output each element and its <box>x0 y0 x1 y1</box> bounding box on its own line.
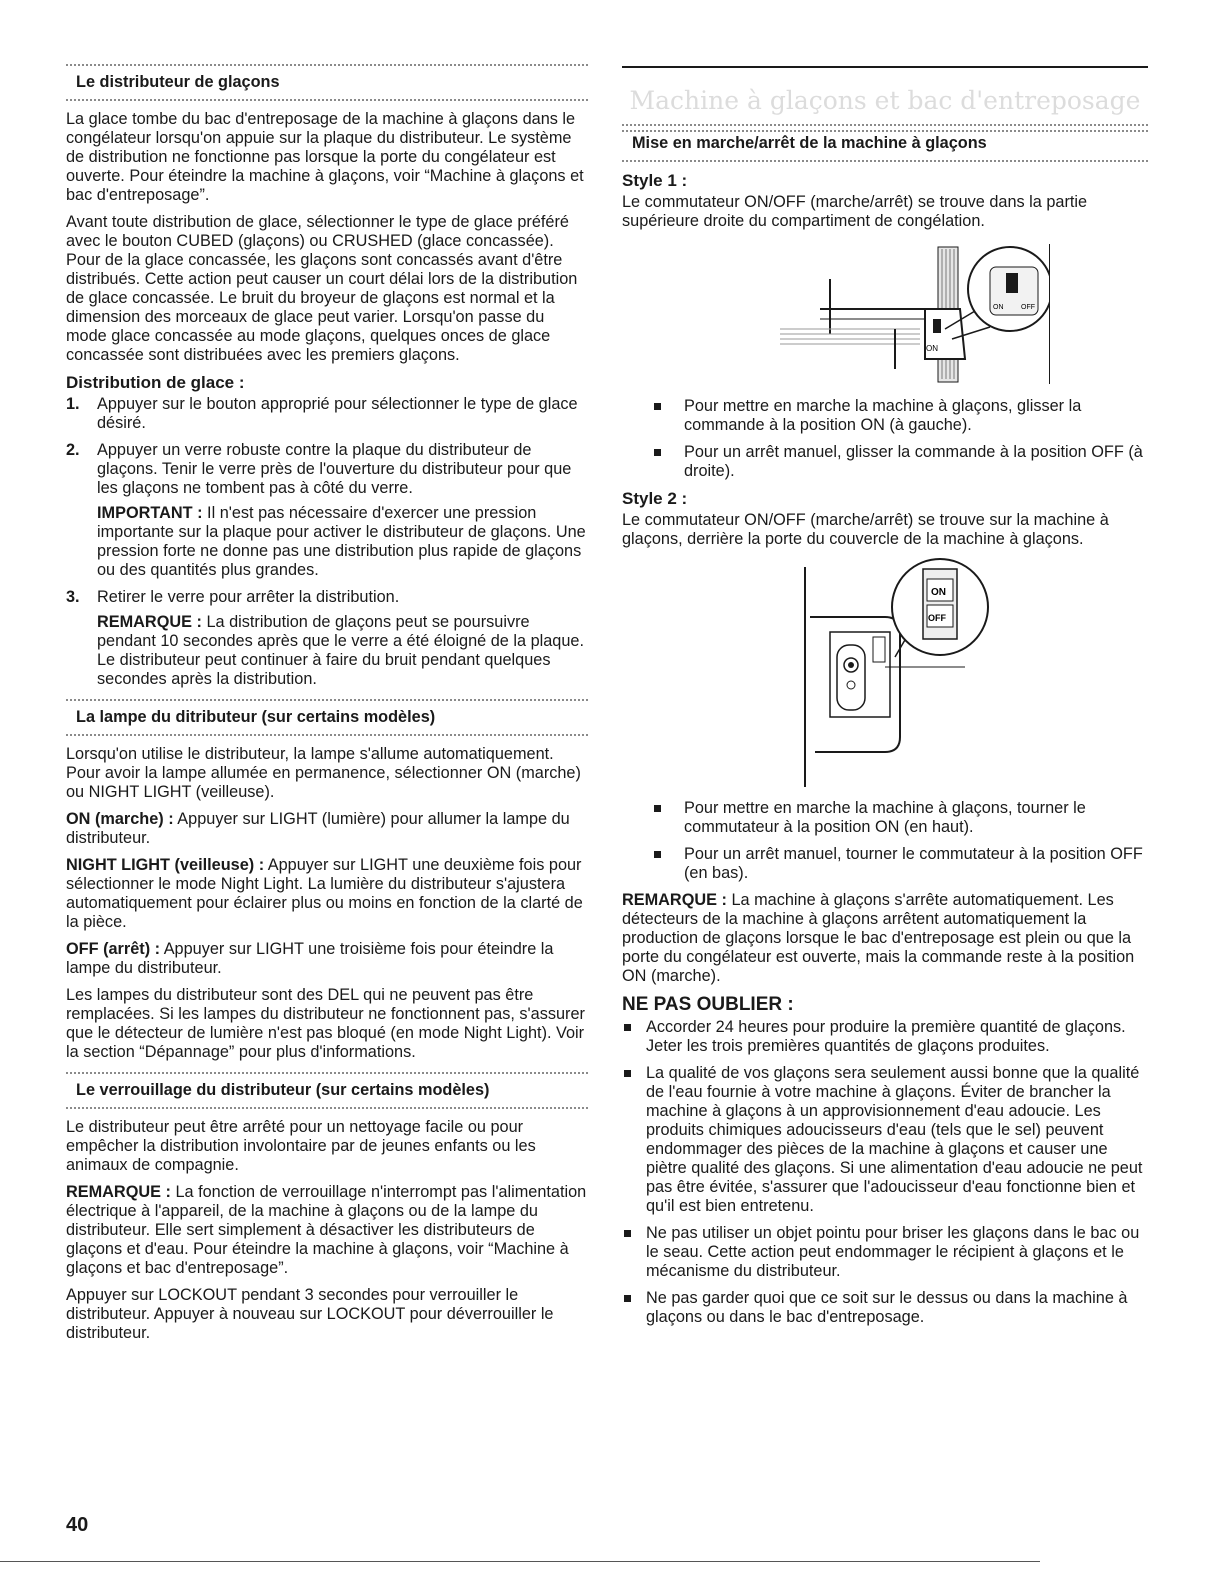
bullet-square-icon <box>624 1024 631 1031</box>
section-heading-text: Mise en marche/arrêt de la machine à glaçons <box>632 134 987 152</box>
step-text: Retirer le verre pour arrêter la distribution. <box>97 588 400 606</box>
note-label: REMARQUE : <box>97 613 202 631</box>
fig1-zoom-on-label: ON <box>993 304 1004 311</box>
bullet-text: Ne pas utiliser un objet pointu pour briser les glaçons dans le bac ou le seau. Cette action peut endommager le récipient à glaçons et le mécanisme du distributeur. <box>646 1224 1140 1280</box>
step-item <box>66 588 588 689</box>
bullet-text: Pour mettre en marche la machine à glaçons, glisser la commande à la position ON (à gauche). <box>684 397 1082 434</box>
off-text: Appuyer sur LIGHT une troisième fois pour éteindre la lampe du distributeur. <box>66 940 554 977</box>
right-column <box>622 128 1148 1335</box>
paragraph-remark <box>622 891 1148 986</box>
remark-text: La fonction de verrouillage n'interrompt pas l'alimentation électrique à l'appareil, de la machine à glaçons ou de la lampe du distributeur. Elle sert simplement à désactiver les distributeurs de glaçons et d'eau. Pour éteindre la machine à glaçons, voir “Machine à glaçons et bac d'entreposage”. <box>66 1183 587 1277</box>
bullet-item <box>622 1064 1148 1216</box>
step-number: 3. <box>66 588 80 606</box>
remark-label: REMARQUE : <box>622 891 727 909</box>
fig1-on-label: ON <box>926 344 938 353</box>
note-label: IMPORTANT : <box>97 504 203 522</box>
paragraph-remark <box>66 1183 588 1278</box>
note-text: Il n'est pas nécessaire d'exercer une pression importante sur la plaque pour activer le distributeur de glaçons. Une pression forte ne donne pas une distribution plus rapide de glaçons ou des quantités plus grandes. <box>97 504 586 579</box>
style2-label: Style 2 : <box>622 489 688 508</box>
section-heading-text: Le verrouillage du distributeur (sur certains modèles) <box>76 1081 490 1099</box>
off-label: OFF (arrêt) : <box>66 940 161 958</box>
paragraph-night-light <box>66 856 588 932</box>
step-note <box>97 504 588 580</box>
step-item <box>66 441 588 580</box>
paragraph: Lorsqu'on utilise le distributeur, la lampe s'allume automatiquement. Pour avoir la lampe allumée en permanence, sélectionner ON (marche) ou NIGHT LIGHT (veilleuse). <box>66 745 581 801</box>
bullet-text: Pour mettre en marche la machine à glaçons, tourner le commutateur à la position ON (en haut). <box>684 799 1086 836</box>
section-heading-dispenser <box>66 62 588 103</box>
paragraph: Appuyer sur LOCKOUT pendant 3 secondes pour verrouiller le distributeur. Appuyer à nouveau sur LOCKOUT pour déverrouiller le distributeur. <box>66 1286 554 1342</box>
bullet-item <box>622 1018 1148 1056</box>
title-dotted-rule <box>622 124 1148 126</box>
paragraph: Avant toute distribution de glace, sélectionner le type de glace préféré avec le bouton CUBED (glaçons) ou CRUSHED (glace concassée). Pour de la glace concassée, les glaçons sont concassés avant d'être distribués. Cette action peut causer un court délai lors de la distribution de glace concassée. Le bruit du broyeur de glaçons est normal et la dimension des morceaux de glace peut varier. Lorsqu'on passe du mode glace concassée au mode glaçons, quelques onces de glace concassée sont distribuées avec les premiers glaçons. <box>66 213 578 364</box>
note-text: La distribution de glaçons peut se poursuivre pendant 10 secondes après que le verre a été éloigné de la plaque. Le distributeur peut continuer à faire du bruit pendant quelques secondes après la distribution. <box>97 613 584 688</box>
bullet-item <box>622 397 1148 435</box>
bullet-square-icon <box>624 1070 631 1077</box>
section-heading-text: Le distributeur de glaçons <box>76 73 280 91</box>
bullet-square-icon <box>654 449 661 456</box>
bullet-text: Pour un arrêt manuel, tourner le commutateur à la position OFF (en bas). <box>684 845 1143 882</box>
subheading-distribution: Distribution de glace : <box>66 373 245 392</box>
step-text: Appuyer sur le bouton approprié pour sélectionner le type de glace désiré. <box>97 395 578 432</box>
fig1-zoom-off-label: OFF <box>1021 304 1035 311</box>
footer-rule <box>0 1561 1040 1562</box>
title-rule <box>622 66 1148 68</box>
paragraph: Le commutateur ON/OFF (marche/arrêt) se trouve dans la partie supérieure droite du compartiment de congélation. <box>622 193 1088 230</box>
night-light-text: Appuyer sur LIGHT une deuxième fois pour sélectionner le mode Night Light. La lumière du distributeur s'ajustera automatiquement pour éclairer plus ou moins en fonction de la clarté de la pièce. <box>66 856 583 931</box>
paragraph: Les lampes du distributeur sont des DEL qui ne peuvent pas être remplacées. Si les lampes du distributeur ne fonctionnent pas, s'assurer que le détecteur de lumière n'est pas bloqué (en mode Night Light). Voir la section “Dépannage” pour plus d'informations. <box>66 986 585 1061</box>
bullet-item <box>622 443 1148 481</box>
style2-switch-illustration <box>775 557 995 789</box>
fig2-off-label: OFF <box>928 613 946 623</box>
bullet-text: Accorder 24 heures pour produire la première quantité de glaçons. Jeter les trois premières quantités de glaçons produites. <box>646 1018 1126 1055</box>
bullet-square-icon <box>624 1295 631 1302</box>
remember-bullets <box>622 1018 1148 1327</box>
style1-label: Style 1 : <box>622 171 688 190</box>
bullet-item <box>622 845 1148 883</box>
style2-bullets <box>622 799 1148 883</box>
remark-text: La machine à glaçons s'arrête automatiquement. Les détecteurs de la machine à glaçons arrêtent automatiquement la production de glaçons lorsque le bac d'entreposage est plein ou que la porte du congélateur est ouverte, mais la commande reste à la position ON (marche). <box>622 891 1135 985</box>
night-light-label: NIGHT LIGHT (veilleuse) : <box>66 856 265 874</box>
style1-bullets <box>622 397 1148 481</box>
bullet-item <box>622 1224 1148 1281</box>
step-item <box>66 395 588 433</box>
section-heading-text: La lampe du ditributeur (sur certains modèles) <box>76 708 436 726</box>
step-number: 1. <box>66 395 80 413</box>
bullet-square-icon <box>654 851 661 858</box>
bullet-square-icon <box>654 403 661 410</box>
fig2-on-label: ON <box>931 587 946 598</box>
paragraph-off <box>66 940 588 978</box>
paragraph: Le distributeur peut être arrêté pour un nettoyage facile ou pour empêcher la distribution involontaire par de jeunes enfants ou les animaux de compagnie. <box>66 1118 536 1174</box>
section-heading-onoff <box>622 128 1148 164</box>
paragraph-on <box>66 810 588 848</box>
section-heading-lockout <box>66 1070 588 1111</box>
step-text: Appuyer un verre robuste contre la plaque du distributeur de glaçons. Tenir le verre près de l'ouverture du distributeur pour que les glaçons ne tombent pas à côté du verre. <box>97 441 572 497</box>
distribution-steps <box>66 395 588 689</box>
paragraph: Le commutateur ON/OFF (marche/arrêt) se trouve sur la machine à glaçons, derrière la porte du couvercle de la machine à glaçons. <box>622 511 1109 548</box>
bullet-text: Pour un arrêt manuel, glisser la commande à la position OFF (à droite). <box>684 443 1143 480</box>
step-number: 2. <box>66 441 80 459</box>
on-text: Appuyer sur LIGHT (lumière) pour allumer la lampe du distributeur. <box>66 810 570 847</box>
left-column <box>66 62 588 1351</box>
remark-label: REMARQUE : <box>66 1183 171 1201</box>
bullet-text: La qualité de vos glaçons sera seulement aussi bonne que la qualité de l'eau fournie à votre machine à glaçons. Éviter de brancher la machine à glaçons à un approvisionnement d'eau adoucie. Les produits chimiques adoucisseurs d'eau (tels que le sel) peuvent endommager des pièces de la machine à glaçons et causer une piètre qualité des glaçons. Si une alimentation d'eau adoucie ne peut pas être évitée, s'assurer que l'adoucisseur d'eau fonctionne bien et qu'il est bien entretenu. <box>646 1064 1143 1215</box>
paragraph: La glace tombe du bac d'entreposage de la machine à glaçons dans le congélateur lorsqu'on appuie sur la plaque du distributeur. Le système de distribution ne fonctionne pas lorsque la porte du congélateur est ouverte. Pour éteindre la machine à glaçons, voir “Machine à glaçons et bac d'entreposage”. <box>66 110 584 204</box>
section-title: Machine à glaçons et bac d'entreposage <box>629 86 1141 115</box>
page-number: 40 <box>66 1514 89 1536</box>
step-note <box>97 613 588 689</box>
bullet-text: Ne pas garder quoi que ce soit sur le dessus ou dans la machine à glaçons ou dans le bac d'entreposage. <box>646 1289 1128 1326</box>
bullet-square-icon <box>654 805 661 812</box>
style1-switch-illustration <box>720 239 1050 389</box>
subheading-remember: NE PAS OUBLIER : <box>622 994 794 1015</box>
bullet-item <box>622 799 1148 837</box>
on-label: ON (marche) : <box>66 810 174 828</box>
bullet-item <box>622 1289 1148 1327</box>
section-heading-lamp <box>66 697 588 738</box>
bullet-square-icon <box>624 1230 631 1237</box>
